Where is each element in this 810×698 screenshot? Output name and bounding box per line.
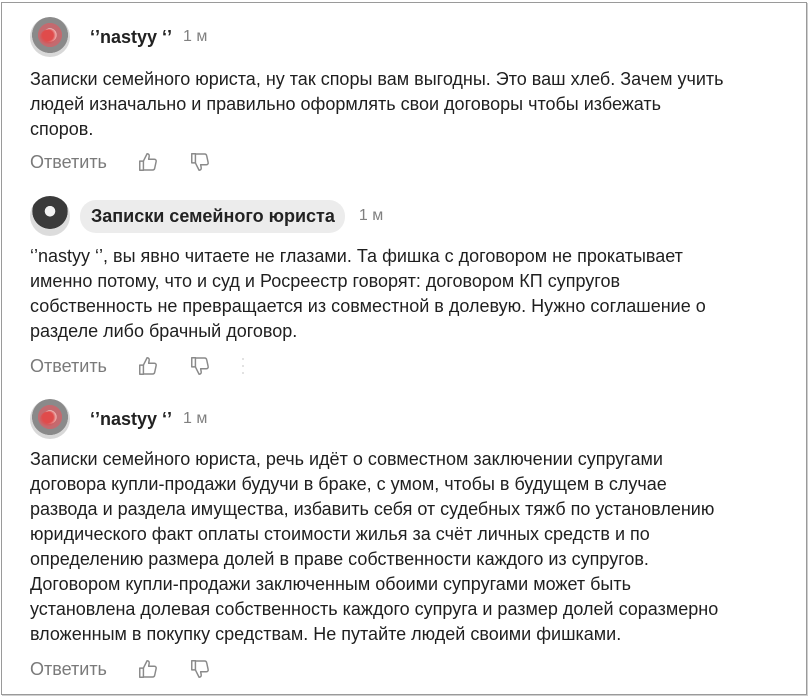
- reply-button[interactable]: Ответить: [30, 355, 107, 376]
- reply-button[interactable]: Ответить: [30, 658, 107, 679]
- avatar[interactable]: [30, 17, 70, 57]
- comment: [30, 196, 800, 344]
- comment-text: [30, 67, 800, 142]
- reply-button[interactable]: Ответить: [30, 151, 107, 172]
- comment-text: [30, 447, 800, 647]
- comment-author[interactable]: ‘’nastyy ‘’: [90, 408, 173, 429]
- comment-author[interactable]: Записки семейного юриста: [80, 200, 345, 233]
- thumbs-up-icon[interactable]: [137, 658, 159, 680]
- comment-actions: [30, 657, 211, 681]
- comment-time: 1 м: [358, 207, 384, 224]
- comment-text-line: споров.: [30, 119, 94, 139]
- thumbs-down-icon[interactable]: [189, 658, 211, 680]
- comment-header: [30, 196, 800, 236]
- comment-text-line: договора купли-продажи будучи в браке, с умом, чтобы в будущем в случае: [30, 474, 667, 494]
- comment-text-line: Записки семейного юриста, речь идёт о совместном заключении супругами: [30, 449, 663, 469]
- comment-time: 1 м: [183, 28, 208, 45]
- comment: [30, 399, 800, 647]
- comment-text-line: определению размера долей в праве собственности каждого из супругов.: [30, 549, 649, 569]
- comment-text-line: Записки семейного юриста, ну так споры вам выгодны. Это ваш хлеб. Зачем учить: [30, 69, 724, 89]
- comment-author[interactable]: ‘’nastyy ‘’: [90, 26, 173, 47]
- thumbs-up-icon[interactable]: [137, 151, 159, 173]
- comment-text-line: установлена долевая собственность каждого супруга и размер долей соразмерно: [30, 599, 719, 619]
- avatar[interactable]: [30, 196, 70, 236]
- comment-time: 1 м: [183, 410, 208, 427]
- comment-header: [30, 17, 800, 57]
- comment-text: [30, 244, 800, 344]
- more-vertical-icon[interactable]: [241, 358, 245, 374]
- comment-text-line: разделе либо брачный договор.: [30, 321, 298, 341]
- comment-text-line: Договором купли-продажи заключенным обоими супругами может быть: [30, 574, 631, 594]
- comment-header: [30, 399, 800, 439]
- comment: [30, 17, 800, 142]
- thumbs-down-icon[interactable]: [189, 151, 211, 173]
- comment-text-line: людей изначально и правильно оформлять свои договоры чтобы избежать: [30, 94, 662, 114]
- comment-text-line: юридического факт оплаты стоимости жилья за счёт личных средств и по: [30, 524, 650, 544]
- comment-text-line: ‘’nastyy ‘’, вы явно читаете не глазами. Та фишка с договором не прокатывает: [30, 246, 683, 266]
- comment-text-line: именно потому, что и суд и Росреестр говорят: договором КП супругов: [30, 271, 621, 291]
- thumbs-up-icon[interactable]: [137, 355, 159, 377]
- thumbs-down-icon[interactable]: [189, 355, 211, 377]
- comment-actions: [30, 150, 211, 174]
- avatar[interactable]: [30, 399, 70, 439]
- comment-text-line: вложенным в покупку средствам. Не путайте людей своими фишками.: [30, 624, 622, 644]
- comment-text-line: развода и раздела имущества, избавить себя от судебных тяжб по установлению: [30, 499, 715, 519]
- comment-text-line: собственность не превращается из совместной в долевую. Нужно соглашение о: [30, 296, 706, 316]
- comment-actions: [30, 354, 245, 378]
